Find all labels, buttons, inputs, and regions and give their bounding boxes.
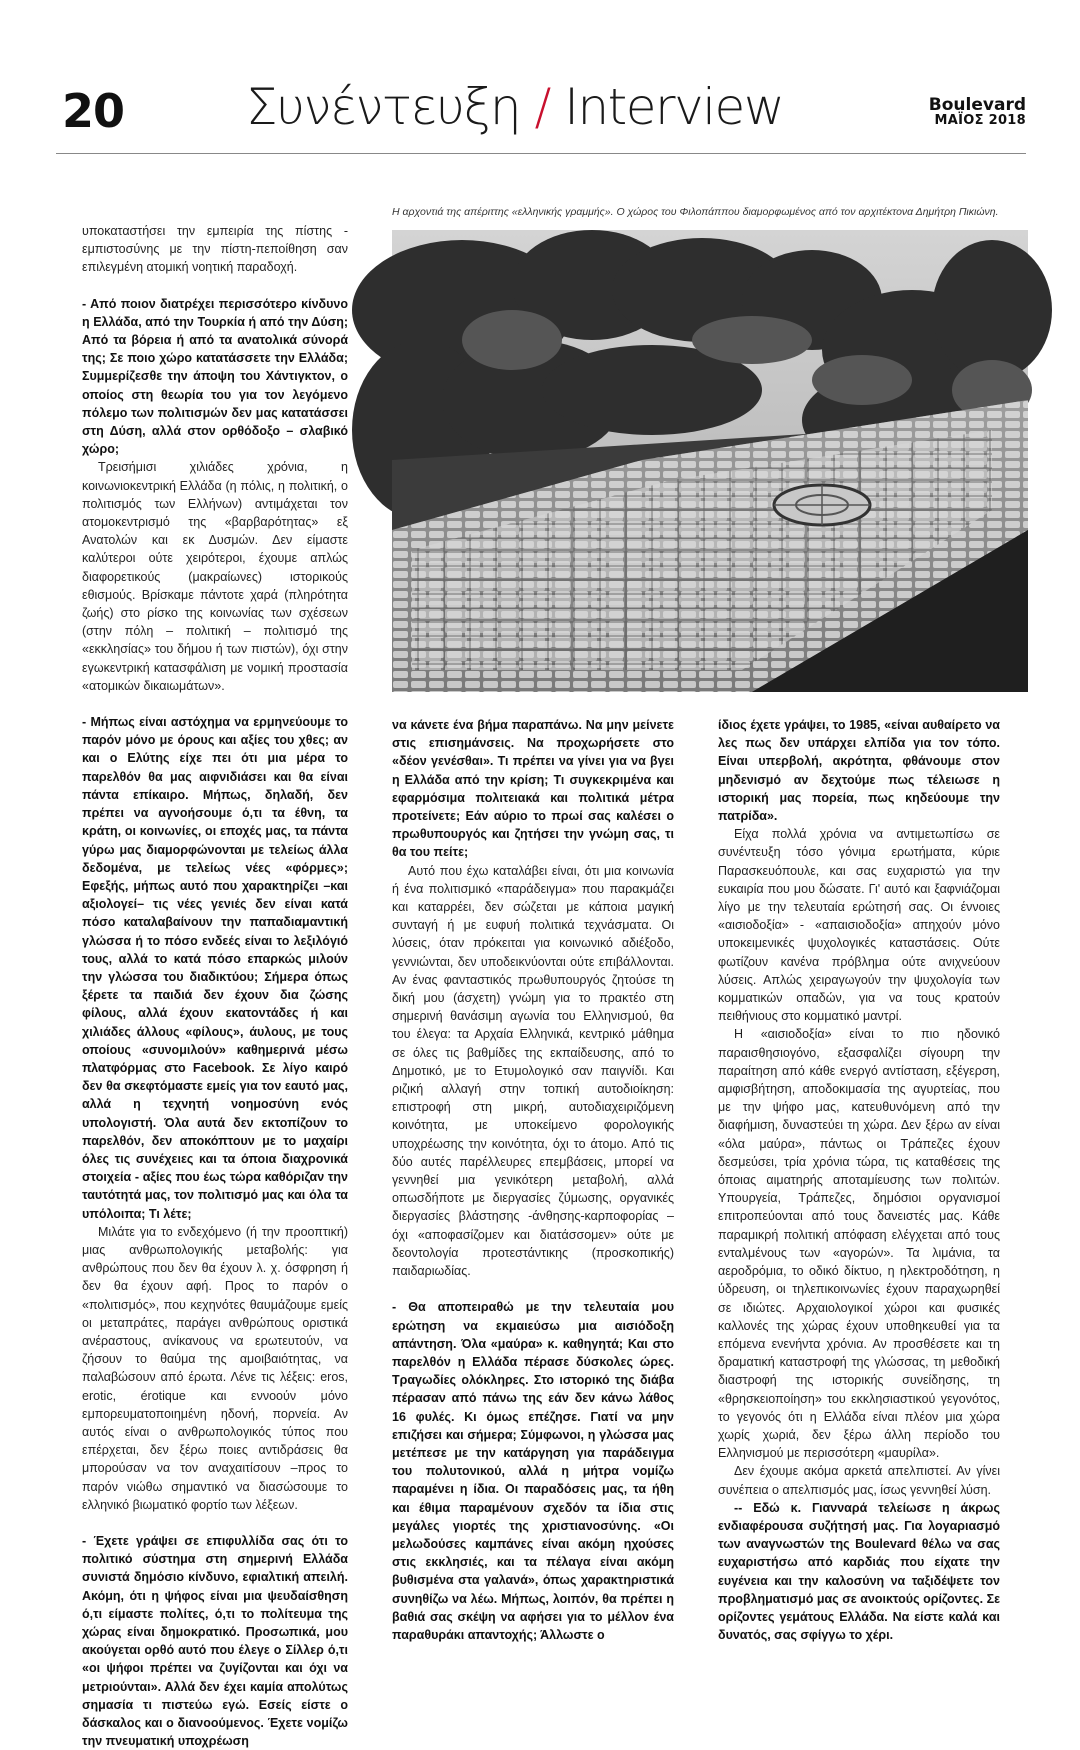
question-paragraph: - Θα αποπειραθώ με την τελευταία μου ερώτηση να εκμαιεύσω μια αισιόδοξη απάντηση. Όλα «μαύρα» κ. καθηγητά; Και στο παρελθόν η Ελλάδα πέρασε δύσκολες ώρες. Τραγωδίες ολόκληρες. Στο ιστορικό της διάβα πέρασαν από πάνω της εάν δεν κάνω λάθος 16 φυλές. Κι όμως επέζησε. Γιατί να μην επιζήσει και σήμερα; Σύμφωνοι, η γλώσσα μας μετέπεσε με την κατάργηση για παράδειγμα του πολυτονικού, αλλά η μήτρα νομίζω παραμένει η ίδια. Οι παραδόσεις μας, τα ήθη και έθιμα παραμένουν σχεδόν τα ίδια στις μεγάλες γιορτές της χριστιανοσύνης. «Οι μελωδούσες καμπάνες είναι ακόμη ηχούσες στις εκκλησιές, και τα πέλαγα είναι ακόμη βυθισμένα στα γαλανά», όπως χαρακτηριστικά συνηθίζω να λέω. Μήπως, λοιπόν, θα πρέπει η βαθιά σας σκέψη να αφήσει για το μέλλον ένα παραθυράκι απαντοχής; Άλλωστε ο — [392, 1300, 674, 1642]
section-title — [246, 78, 783, 136]
question-paragraph: ίδιος έχετε γράψει, το 1985, «είναι αυθαίρετο να λες πως δεν υπάρχει ελπίδα για τον τόπο. Είναι υπερβολή, ακρότητα, φθάνουμε στον μηδενισμό αν δεχτούμε πως τέλειωσε η ιστορική μας πορεία, πως κηδεύουμε την πατρίδα». — [718, 718, 1000, 824]
text-column-2 — [392, 716, 674, 1644]
section-title-english: Interview — [564, 78, 784, 136]
paragraph: υποκαταστήσει την εμπειρία της πίστης - εμπιστοσύνης με την πίστη-πεποίθηση σαν επιλεγμένη ατομική νοητική παραδοχή. — [82, 224, 348, 275]
answer-paragraph: Δεν έχουμε ακόμα αρκετά απελπιστεί. Αν γίνει συνέπεια ο απελπισμός μας, ίσως γεννηθεί λύση. — [718, 1464, 1000, 1497]
issue-date: ΜΑΪΟΣ 2018 — [934, 113, 1026, 128]
answer-paragraph: Τρεισήμισι χιλιάδες χρόνια, η κοινωνιοκεντρική Ελλάδα (η πόλις, η πολιτική, ο πολιτισμός των Ελλήνων) αντιμάχεται τον ατομοκεντρισμό της «βαρβαρότητας» εξ Ανατολών και εκ Δυσμών. Δεν είμαστε καλύτεροι ούτε χειρότεροι, έχουμε απλώς διαφορετικούς (μακραίωνες) ιστορικούς εθισμούς. Βρίσκαμε πάντοτε χαρά (πληρότητα ζωής) στο ρίσκο της κοινωνίας των σχέσεων (στην πόλη – πολιτική – πολιτισμό της «εκκλησίας» του δήμου ή των πιστών), όχι στην εγωκεντρική κατασφάλιση με νομική προστασία «ατομικών δικαιωμάτων». — [82, 460, 348, 693]
page-number: 20 — [62, 84, 125, 138]
header-divider — [56, 153, 1026, 154]
question-paragraph: - Μήπως είναι αστόχημα να ερμηνεύουμε το παρόν μόνο με όρους και αξίες του χθες; αν και ο Ελύτης είχε πει ότι μια μέρα το παρελθόν θα μας αιφνιδιάσει και θα είναι πάντα επίκαιρο. Μήπως, δηλαδή, δεν πρέπει να αγνοήσουμε ό,τι τα έθνη, τα κράτη, οι κοινωνίες, οι εποχές μας, τα πάντα γύρω μας διαμορφώνονται με τελείως άλλα δεδομένα, με τελείως νέες «φόρμες»; Εφεξής, μήπως αυτό που χαρακτηρίζει –και αξιολογεί– τις νέες γενιές δεν είναι κατά πόσο καταλαβαίνουν την παπαδιαμαντική γλώσσα ή το πόσο ενδεές είναι το λεξιλόγιό τους, αλλά το κατά πόσο επαρκώς μιλούν την γλώσσα του διαδικτύου; Σήμερα όπως ξέρετε τα παιδιά δεν έχουν δια ζώσης φίλους, αλλά έχουν εκατοντάδες ή και χιλιάδες άλλους «φίλους», άυλους, με τους οποίους «συνομιλούν» καθημερινά μέσω πλατφόρμας στο Facebook. Σε λίγο καιρό δεν θα σκεφτόμαστε εμείς για τον εαυτό μας, αλλά η τεχνητή νοημοσύνη ενός υπολογιστή. Όλα αυτά δεν εκτοπίζουν το παρελθόν, δεν αποκόπτουν με το μαχαίρι όλες τις συνέχειες και τα όποια διαχρονικά στοιχεία - αξίες που έως τώρα καθόριζαν την ταυτότητά μας, τον πολιτισμό μας και όλα τα υπόλοιπα; Τι λέτε; — [82, 715, 348, 1221]
question-paragraph: -- Εδώ κ. Γιανναρά τελείωσε η άκρως ενδιαφέρουσα συζήτησή μας. Για λογαριασμό των αναγνωστών της Boulevard θέλω να σας ευχαριστήσω από καρδιάς που είχατε την ευγένεια και την καλοσύνη να ταξιδέψετε τον προβληματισμό μας σε ανοικτούς ορίζοντες. Σε ορίζοντες γεμάτους Ελλάδα. Να είστε καλά και δυνατός, σας σφίγγω το χέρι. — [718, 1500, 1000, 1643]
section-title-slash: / — [534, 78, 550, 136]
answer-paragraph: Αυτό που έχω καταλάβει είναι, ότι μια κοινωνία ή ένα πολιτισμικό «παράδειγμα» που παρακμάζει και καταρρέει, δεν σώζεται με κάποια μαγική συνταγή ή με ευφυή πολιτικά τεχνάσματα. Οι λύσεις, όταν πρόκειται για κοινωνικό αδιέξοδο, γεννιώνται, δεν υποδεικνύονται ούτε επιβάλλονται. Αν ένας φανταστικός πρωθυπουργός ζητούσε τη δική μου (άσχετη) γνώμη για το πρακτέο στη σημερινή θανάσιμη αγωνία του Ελληνισμού, θα του έλεγα: τα Αρχαία Ελληνικά, κεντρικό μάθημα σε όλες τις βαθμίδες της εκπαίδευσης, από το Δημοτικό, με το Ετυμολογικό σαν παιγνίδι. Και ριζική αλλαγή στην τοπική αυτοδιοίκηση: επιστροφή στη μικρή, αυτοδιαχειριζόμενη κοινότητα, με υποκείμενο φορολογικής υποχρέωσης την κοινότητα, όχι το άτομο. Από τις δύο αυτές παρέλλευρες επεμβάσεις, μπορεί να γεννηθεί μια γενικότερη μεταβολή, αλλά οπωσδήποτε με διεργασίες ζύμωσης, οργανικές διεργασίες βλάστησης -άνθησης-καρποφορίας –όχι «αποφασίζομεν και διατάσσομεν» ούτε με δεοντολογία προτεστάντικης (προσκοπικής) παιδαριωδίας. — [392, 863, 674, 1279]
photo-image — [392, 230, 1028, 692]
photo-caption: Η αρχοντιά της απέριττης «ελληνικής γραμμής». Ο χώρος του Φιλοπάππου διαμορφωμένος από τον αρχιτέκτονα Δημήτρη Πικιώνη. — [392, 206, 999, 218]
text-column-3 — [718, 716, 1000, 1644]
page-header — [56, 78, 1026, 158]
text-column-1 — [82, 222, 348, 1750]
section-title-greek: Συνέντευξη — [246, 78, 521, 136]
answer-paragraph: Μιλάτε για το ενδεχόμενο (ή την προοπτική) μιας ανθρωπολογικής μεταβολής: για ανθρώπους που δεν θα έχουν λ. χ. όσφρηση ή δεν θα έχουν αφή. Προς το παρόν ο «πολιτισμός», που κεχηνότες θαυμάζουμε εμείς οι μεταπράτες, παράγει ανθρώπους οριστικά ανέραστους, ανίκανους να ερωτευτούν, να ζήσουν το θαύμα της αμοιβαιότητας, να παλαβώσουν από έρωτα. Λένε τις λέξεις: eros, erotic, érotique και εννοούν μόνο εμπορευματοποιημένη ηδονή, πορνεία. Αν αυτός είναι ο ανθρωπολογικός τύπος που επέρχεται, δεν ξέρω ποιες αντιδράσεις θα μπορούσαν να τον αναχαιτίσουν –προς το παρόν νιώθω σημαντικό να διασώσουμε το ελληνικό βιωματικό φορτίο των λέξεων. — [82, 1224, 348, 1512]
question-paragraph: - Από ποιον διατρέχει περισσότερο κίνδυνο η Ελλάδα, από την Τουρκία ή από την Δύση; Από τα βόρεια ή από τα ανατολικά σύνορά της; Σε ποιο χώρο κατατάσσετε την Ελλάδα; Συμμερίζεσθε την άποψη του Χάντιγκτον, ο οποίος στη θεωρία του για τον λεγόμενο πόλεμο των πολιτισμών δεν μας κατατάσσει στη Δύση, αλλά στον ορθόδοξο – σλαβικό χώρο; — [82, 296, 348, 457]
question-paragraph: - Έχετε γράψει σε επιφυλλίδα σας ότι το πολιτικό σύστημα στη σημερινή Ελλάδα συνιστά δημόσιο κίνδυνο, εφιαλτική απειλή. Ακόμη, ότι η ψήφος είναι μια ψευδαίσθηση ό,τι είμαστε πολίτες, ό,τι το πολίτευμα της χώρας είναι δημοκρατικό. Προσωπικά, μου ακούγεται ορθό αυτό που έλεγε ο Σίλλερ ό,τι «οι ψήφοι πρέπει να ζυγίζονται και όχι να μετριούνται». Αλλά δεν έχει καμία απολύτως σημασία τι πιστεύω εγώ. Εσείς είστε ο δάσκαλος και ο διανοούμενος. Έχετε νομίζω την πνευματική υποχρέωση — [82, 1534, 348, 1749]
brand-name: Boulevard — [928, 95, 1026, 115]
photo — [392, 230, 1028, 692]
brand-block — [929, 96, 1026, 128]
answer-paragraph: Είχα πολλά χρόνια να αντιμετωπίσω σε συνέντευξη τόσο γόνιμα ερωτήματα, κύριε Παρασκευόπουλε, και σας ευχαριστώ για την ευκαιρία που μου δώσατε. Γι' αυτό και ξαφνιάζομαι λίγο με την τελευταία ερώτησή σας. Οι έννοιες «αισιοδοξία» - «απαισιοδοξία» απηχούν μόνο υποκειμενικές ψυχολογικές καταστάσεις. Ούτε φωτίζουν κανένα πρόβλημα ούτε ανιχνεύουν λύσεις. Απλώς χειραγωγούν την ψυχολογία των κομματικών οπαδών, για να τους κρατούν πειθήνιους στο κομματικό μαντρί. — [718, 827, 1000, 1024]
question-paragraph: να κάνετε ένα βήμα παραπάνω. Να μην μείνετε στις επισημάνσεις. Να προχωρήσετε στο «δέον γενέσθαι». Τι πρέπει να γίνει για να βγει η Ελλάδα από την κρίση; Τι συγκεκριμένα και εφαρμόσιμα πολιτειακά και πολιτικά μέτρα προτείνετε; Εάν αύριο το πρωί σας καλέσει ο πρωθυπουργός και ζητήσει την γνώμη σας, τι θα του πείτε; — [392, 718, 674, 860]
answer-paragraph: Η «αισιοδοξία» είναι το πιο ηδονικό παραισθησιογόνο, εξασφαλίζει σίγουρη την παραίτηση από κάθε ενεργό αντίσταση, εξέγερση, αμφισβήτηση, αποδοκιμασία της αγυρτείας, που με την ψήφο μας, κατευθυνόμενη από την διαφήμιση, δυναστεύει τη χώρα. Δεν ξέρω αν είναι «όλα μαύρα», πάντως οι Τράπεζες έχουν δεσμεύσει, τρία χρόνια τώρα, τις καταθέσεις της όποιας αιματηρής αποταμίευσης των πολιτών. Υπουργεία, Τράπεζες, δημόσιοι οργανισμοί επιτροπεύονται από τους δανειστές μας. Κάθε παραμικρή πολιτική απόφαση ελέγχεται από τους ενταλμένους των «αγορών». Τα λιμάνια, τα αεροδρόμια, το οδικό δίκτυο, η ηλεκτροδότηση, η ύδρευση, οι τηλεπικοινωνίες έχουν παραχωρηθεί σε ιδιώτες. Αρχαιολογικοί χώροι και φυσικές καλλονές της χώρας έχουν υποθηκευθεί για τα επόμενα ενενήντα χρόνια. Αν προσθέσετε και τη δραματική καταστροφή της γλώσσας, τη μεθοδική διαστροφή της ιστορικής συνείδησης, τη «θρησκειοποίηση» του εκκλησιαστικού γεγονότος, το γεγονός ότι η Ελλάδα είναι πλέον μια χώρα χωρίς χωριά, δεν ξέρω άλλη περίοδο του Ελληνισμού με περισσότερη «μαυρίλα». — [718, 1027, 1000, 1461]
